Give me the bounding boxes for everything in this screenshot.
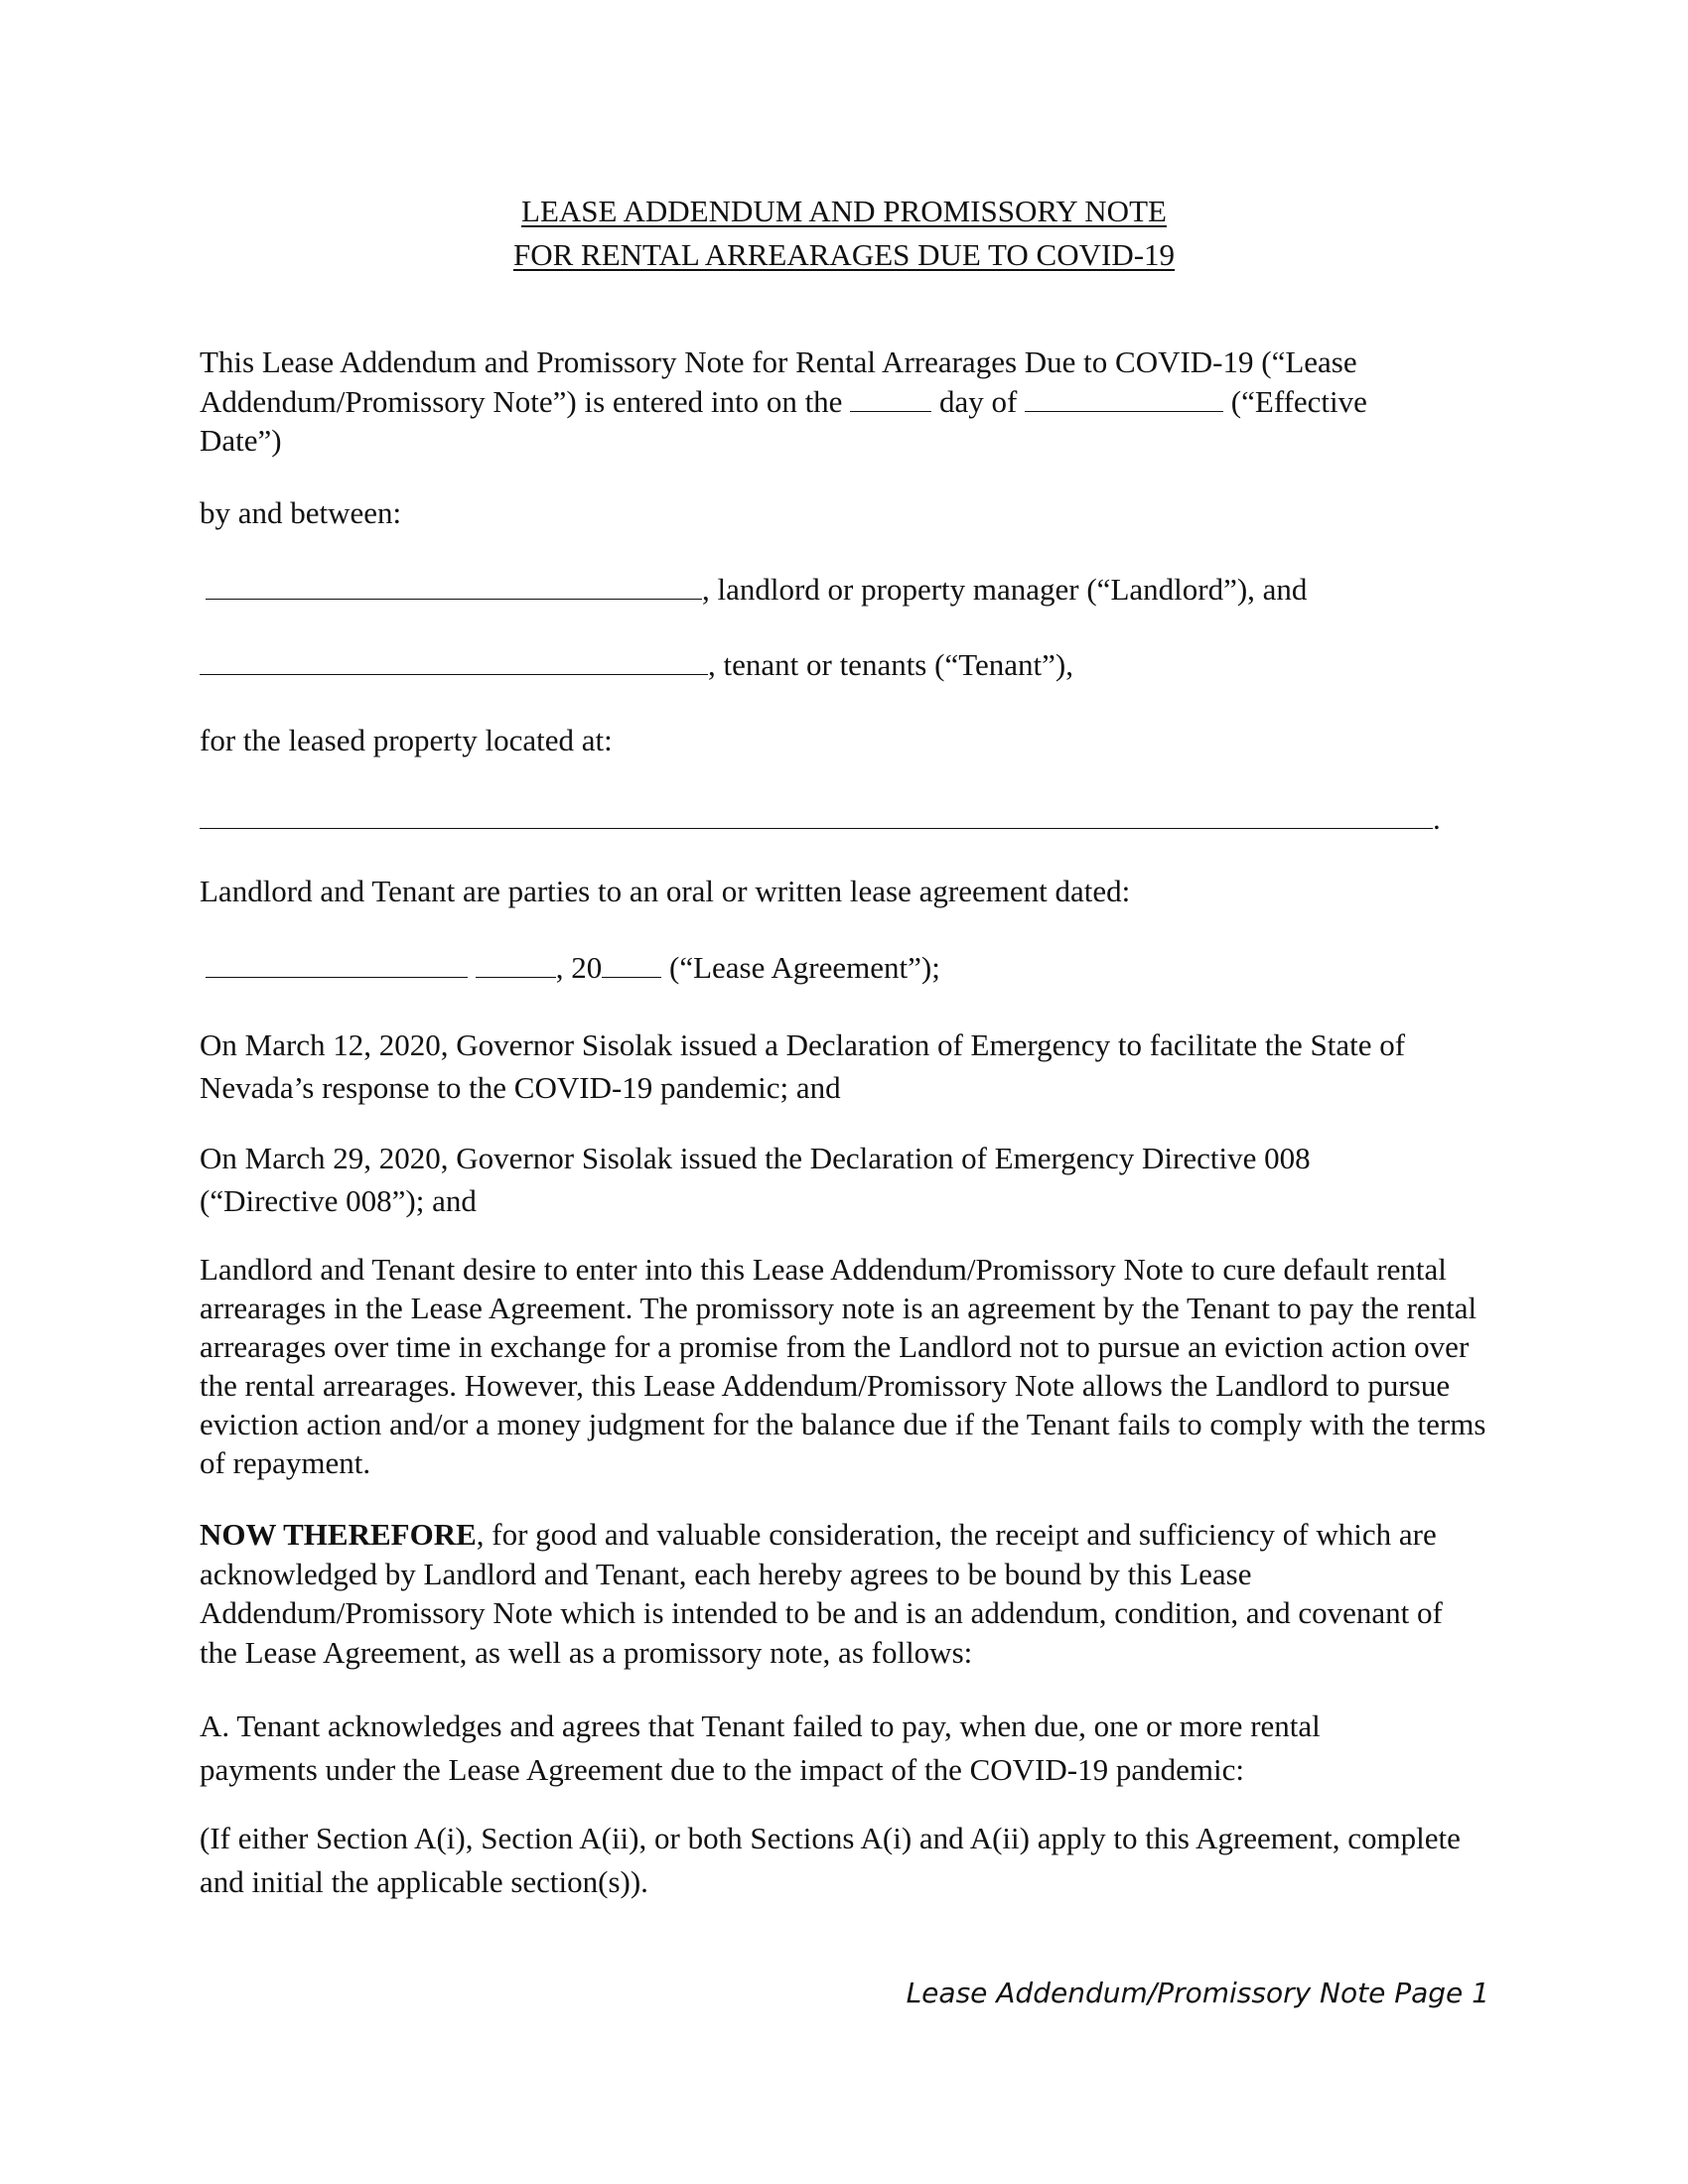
- tenant-line: [200, 644, 1073, 684]
- march-12-paragraph: On March 12, 2020, Governor Sisolak issued a Declaration of Emergency to facilitate the State of Nevada’s response to the COVID-19 pandemic; and: [200, 1027, 1406, 1105]
- now-therefore-heading: NOW THEREFORE: [200, 1517, 477, 1552]
- now-therefore-text: , for good and valuable consideration, the receipt and sufficiency of which are acknowledged by Landlord and Tenant, each hereby agrees to be bound by this Lease Addendum/Promissory Note which is intended to be and is an addendum, condition, and covenant of the Lease Agreement, as well as a promissory note, as follows:: [200, 1517, 1443, 1670]
- section-a-paragraph: A. Tenant acknowledges and agrees that Tenant failed to pay, when due, one or more rental payments under the Lease Agreement due to the impact of the COVID-19 pandemic:: [200, 1708, 1321, 1787]
- property-label: for the leased property located at:: [200, 723, 613, 757]
- lease-agreement-label: (“Lease Agreement”);: [661, 950, 940, 985]
- lease-day-blank[interactable]: [476, 947, 556, 978]
- by-and-between-text: by and between:: [200, 495, 402, 530]
- tenant-label: , tenant or tenants (“Tenant”),: [708, 647, 1073, 682]
- intro-text-part-1: This Lease Addendum and Promissory Note for Rental Arrearages Due to COVID-19 (“Lease Addendum/Promissory Note”) is entered into on the: [200, 344, 1357, 419]
- lease-month-blank[interactable]: [206, 947, 468, 978]
- property-address-blank[interactable]: [200, 798, 1433, 829]
- tenant-name-blank[interactable]: [200, 644, 708, 675]
- intro-paragraph: [200, 342, 1441, 460]
- property-address-line: [200, 798, 1441, 838]
- landlord-line: [206, 569, 1307, 609]
- desire-paragraph: Landlord and Tenant desire to enter into this Lease Addendum/Promissory Note to cure default rental arrearages in the Lease Agreement. The promissory note is an agreement by the Tenant to pay the rental arrearages over time in exchange for a promise from the Landlord not to pursue an eviction action over the rental arrearages. However, this Lease Addendum/Promissory Note allows the Landlord to pursue eviction action and/or a money judgment for the balance due if the Tenant fails to comply with the terms of repayment.: [200, 1252, 1486, 1480]
- lease-date-comma-year: , 20: [555, 950, 603, 985]
- lease-date-line: [206, 947, 940, 987]
- document-title-line-1: LEASE ADDENDUM AND PROMISSORY NOTE: [521, 194, 1167, 228]
- effective-day-blank[interactable]: [850, 381, 931, 412]
- section-a-note: (If either Section A(i), Section A(ii), or both Sections A(i) and A(ii) apply to this Agreement, complete and initial the applicable section(s)).: [200, 1821, 1461, 1899]
- document-title-line-2: FOR RENTAL ARREARAGES DUE TO COVID-19: [512, 237, 1176, 272]
- property-address-period: .: [1433, 801, 1441, 836]
- lease-parties-text: Landlord and Tenant are parties to an oral or written lease agreement dated:: [200, 874, 1131, 908]
- landlord-label: , landlord or property manager (“Landlord”), and: [702, 572, 1308, 607]
- lease-year-blank[interactable]: [602, 947, 661, 978]
- page-footer: Lease Addendum/Promissory Note Page 1: [906, 1977, 1489, 2009]
- effective-month-blank[interactable]: [1025, 381, 1223, 412]
- march-29-paragraph: On March 29, 2020, Governor Sisolak issued the Declaration of Emergency Directive 008 (“Directive 008”); and: [200, 1141, 1311, 1218]
- intro-text-part-2: day of: [938, 384, 1018, 419]
- now-therefore-paragraph: [200, 1515, 1480, 1672]
- landlord-name-blank[interactable]: [206, 569, 702, 600]
- intro-text-part-3: (“Effective Date”): [200, 384, 1367, 458]
